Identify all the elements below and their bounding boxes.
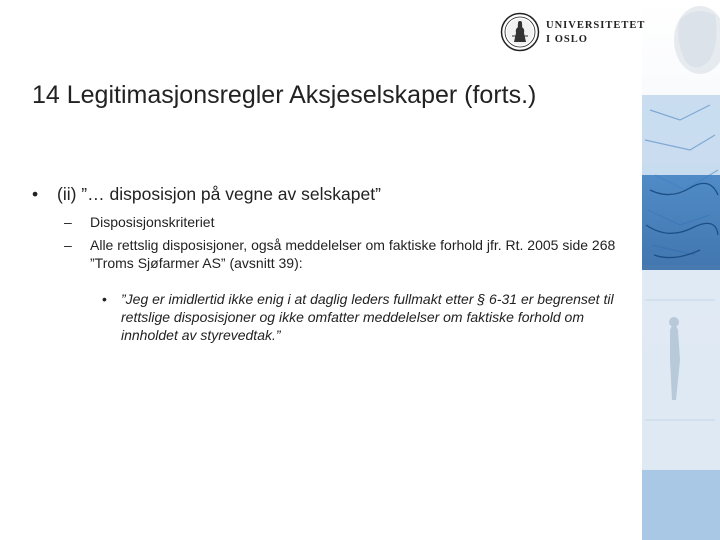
quote-item (102, 290, 622, 344)
dash-icon: – (64, 237, 72, 253)
bullet-level-1-text: (ii) ”… disposisjon på vegne av selskapet” (57, 184, 381, 204)
statue-illustration (640, 0, 720, 540)
quote-text: ”Jeg er imidlertid ikke enig i at daglig leders fullmakt etter § 6-31 er begrenset til rettslige disposisjoner og ikke omfatter meddelelser om faktiske forhold om innholdet av styrevedtak.” (121, 291, 614, 343)
bullet-icon: • (102, 291, 107, 307)
sub-item-1 (64, 213, 624, 231)
logo-text (546, 19, 645, 47)
dash-icon: – (64, 214, 72, 230)
sub-item-2 (64, 236, 624, 272)
slide-title: 14 Legitimasjonsregler Aksjeselskaper (forts.) (32, 81, 537, 109)
logo-line-1: UNIVERSITETET (546, 20, 646, 31)
sub-item-2-text: Alle rettslig disposisjoner, også meddelelser om faktiske forhold jfr. Rt. 2005 side 268 ”Troms Sjøfarmer AS” (avsnitt 39): (90, 237, 616, 271)
university-seal-icon (500, 12, 540, 52)
sub-item-1-text: Disposisjonskriteriet (90, 214, 215, 230)
university-logo (500, 12, 646, 52)
decorative-image-strip (640, 0, 720, 540)
bullet-icon: • (32, 184, 39, 204)
logo-line-2: I OSLO (546, 34, 588, 45)
